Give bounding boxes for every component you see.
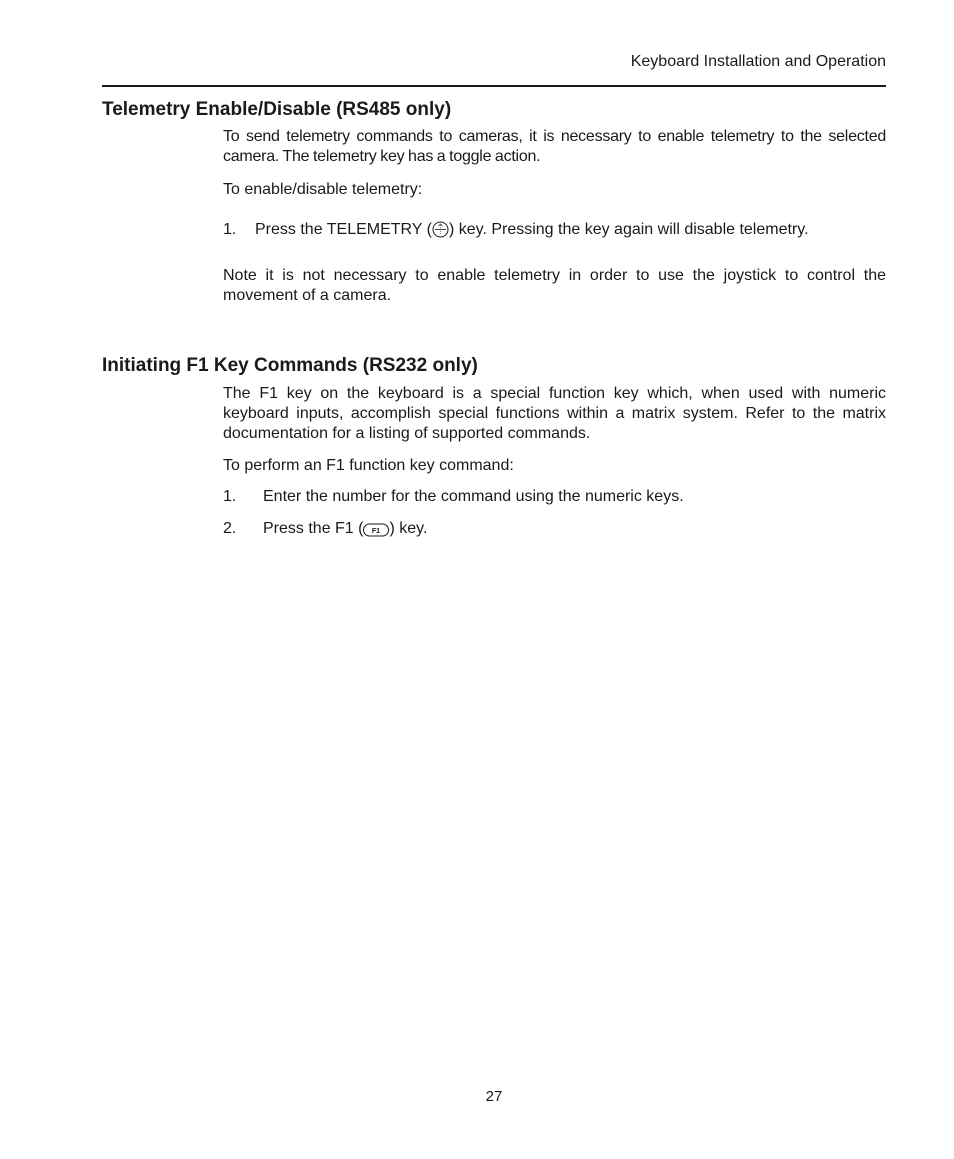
f1-lead: To perform an F1 function key command:: [223, 457, 514, 474]
header-rule: [102, 85, 886, 87]
f1-step-1: [223, 487, 684, 507]
telemetry-key-icon: [432, 221, 449, 244]
step-text-after: ) key. Pressing the key again will disable telemetry.: [448, 221, 809, 238]
f1-intro-block: [223, 384, 886, 444]
f1-step-2: [223, 519, 428, 539]
step-number: 1.: [223, 221, 237, 238]
step-text-before: Press the TELEMETRY (: [255, 221, 432, 238]
telemetry-step-1: [223, 220, 809, 240]
f1-intro: The F1 key on the keyboard is a special function key which, when used with numeric keyboard inputs, accomplish special functions within a matrix system. Refer to the matrix documentation for a listing of supported commands.: [223, 385, 886, 442]
f1-lead-block: [223, 456, 886, 476]
section-title-telemetry: Telemetry Enable/Disable (RS485 only): [102, 99, 452, 120]
step-text-before: Press the F1 (: [263, 520, 364, 537]
step-text: [255, 220, 809, 244]
section-title-f1-commands: Initiating F1 Key Commands (RS232 only): [102, 355, 478, 376]
step-number: 1.: [223, 488, 237, 505]
step-text-after: ) key.: [389, 520, 428, 537]
telemetry-note: Note it is not necessary to enable telemetry in order to use the joystick to control the movement of a camera.: [223, 267, 886, 304]
telemetry-intro-block: [223, 127, 886, 167]
telemetry-lead-block: [223, 180, 886, 200]
page-number: 27: [485, 1088, 503, 1105]
step-number: 2.: [223, 520, 237, 537]
f1-key-icon: [363, 523, 389, 543]
telemetry-lead: To enable/disable telemetry:: [223, 181, 423, 198]
step-text: [263, 519, 427, 543]
f1-key-label: F1: [372, 528, 381, 535]
telemetry-intro: To send telemetry commands to cameras, it is necessary to enable telemetry to the selected camera. The telemetry key has a toggle action.: [223, 128, 886, 165]
step-text: Enter the number for the command using the numeric keys.: [263, 488, 684, 505]
running-header: Keyboard Installation and Operation: [630, 53, 886, 70]
telemetry-note-block: [223, 266, 886, 306]
